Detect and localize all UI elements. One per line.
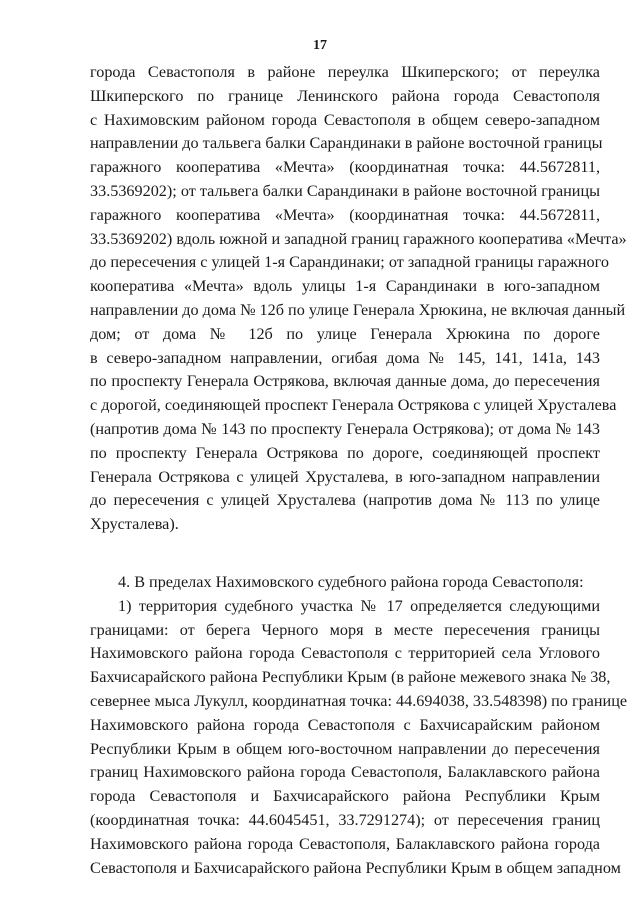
- document-body: [90, 61, 628, 880]
- text-line: Нахимовского района города Севастополя с территорией села Углового: [90, 644, 600, 663]
- text-line: города Севастополя в районе переулка Шкиперского; от переулка: [90, 63, 600, 81]
- text-line: направлении до дома № 12б по улице Генерала Хрюкина, не включая данный: [90, 300, 626, 319]
- text-line: Бахчисарайского района Республики Крым (в районе межевого знака № 38,: [90, 668, 611, 687]
- text-line: Нахимовского района города Севастополя, Балаклавского района города: [90, 834, 600, 853]
- text-line: направлении до тальвега балки Сарандинаки в районе восточной границы: [90, 134, 603, 153]
- text-line: до пересечения с улицей 1-я Сарандинаки; от западной границы гаражного: [90, 253, 609, 272]
- text-line: 33.5369202); от тальвега балки Сарандинаки в районе восточной границы: [90, 181, 600, 200]
- text-line: гаражного кооператива «Мечта» (координатная точка: 44.5672811,: [90, 158, 600, 177]
- section-heading-nakhimovsky: [90, 571, 600, 595]
- text-line: по проспекту Генерала Острякова, включая данные дома, до пересечения: [90, 372, 600, 391]
- paragraph-boundary-continuation: [90, 61, 627, 537]
- text-line: 4. В пределах Нахимовского судебного района города Севастополя:: [118, 572, 584, 591]
- text-line: дом; от дома № 12б по улице Генерала Хрюкина по дороге: [90, 324, 600, 343]
- text-line: с дорогой, соединяющей проспект Генерала Острякова с улицей Хрусталева: [90, 396, 617, 415]
- text-line: с Нахимовским районом города Севастополя в общем северо-западном: [90, 110, 600, 129]
- page-number: 17: [313, 38, 327, 53]
- text-line: кооператива «Мечта» вдоль улицы 1-я Сарандинаки в юго-западном: [90, 277, 600, 296]
- text-line: Шкиперского по границе Ленинского района города Севастополя: [90, 86, 600, 105]
- text-line: Республики Крым в общем юго-восточном направлении до пересечения: [90, 739, 600, 758]
- text-line: города Севастополя и Бахчисарайского района Республики Крым: [90, 787, 600, 806]
- text-line: границ Нахимовского района города Севастополя, Балаклавского района: [90, 763, 600, 782]
- text-line: 33.5369202) вдоль южной и западной границ гаражного кооператива «Мечта»: [90, 229, 627, 248]
- text-line: (напротив дома № 143 по проспекту Генерала Острякова); от дома № 143: [90, 419, 600, 438]
- text-line: границами: от берега Черного моря в месте пересечения границы: [90, 620, 600, 639]
- text-line: Севастополя и Бахчисарайского района Республики Крым в общем западном: [90, 858, 621, 877]
- text-line: до пересечения с улицей Хрусталева (напротив дома № 113 по улице: [90, 491, 600, 510]
- text-line: севернее мыса Лукулл, координатная точка: 44.694038, 33.548398) по границе: [90, 691, 628, 710]
- text-line: гаражного кооператива «Мечта» (координатная точка: 44.5672811,: [90, 205, 600, 224]
- text-line: Нахимовского района города Севастополя с Бахчисарайским районом: [90, 715, 600, 734]
- text-line: по проспекту Генерала Острякова по дороге, соединяющей проспект: [90, 443, 600, 462]
- text-line: Генерала Острякова с улицей Хрусталева, в юго-западном направлении: [90, 467, 600, 486]
- text-line: в северо-западном направлении, огибая дома № 145, 141, 141а, 143: [90, 348, 600, 367]
- paragraph-court-district-17: [90, 595, 628, 881]
- text-line: 1) территория судебного участка № 17 определяется следующими: [118, 596, 600, 615]
- paragraph-spacer: [90, 537, 600, 571]
- text-line: Хрусталева).: [90, 515, 179, 534]
- text-line: (координатная точка: 44.6045451, 33.7291274); от пересечения границ: [90, 810, 600, 829]
